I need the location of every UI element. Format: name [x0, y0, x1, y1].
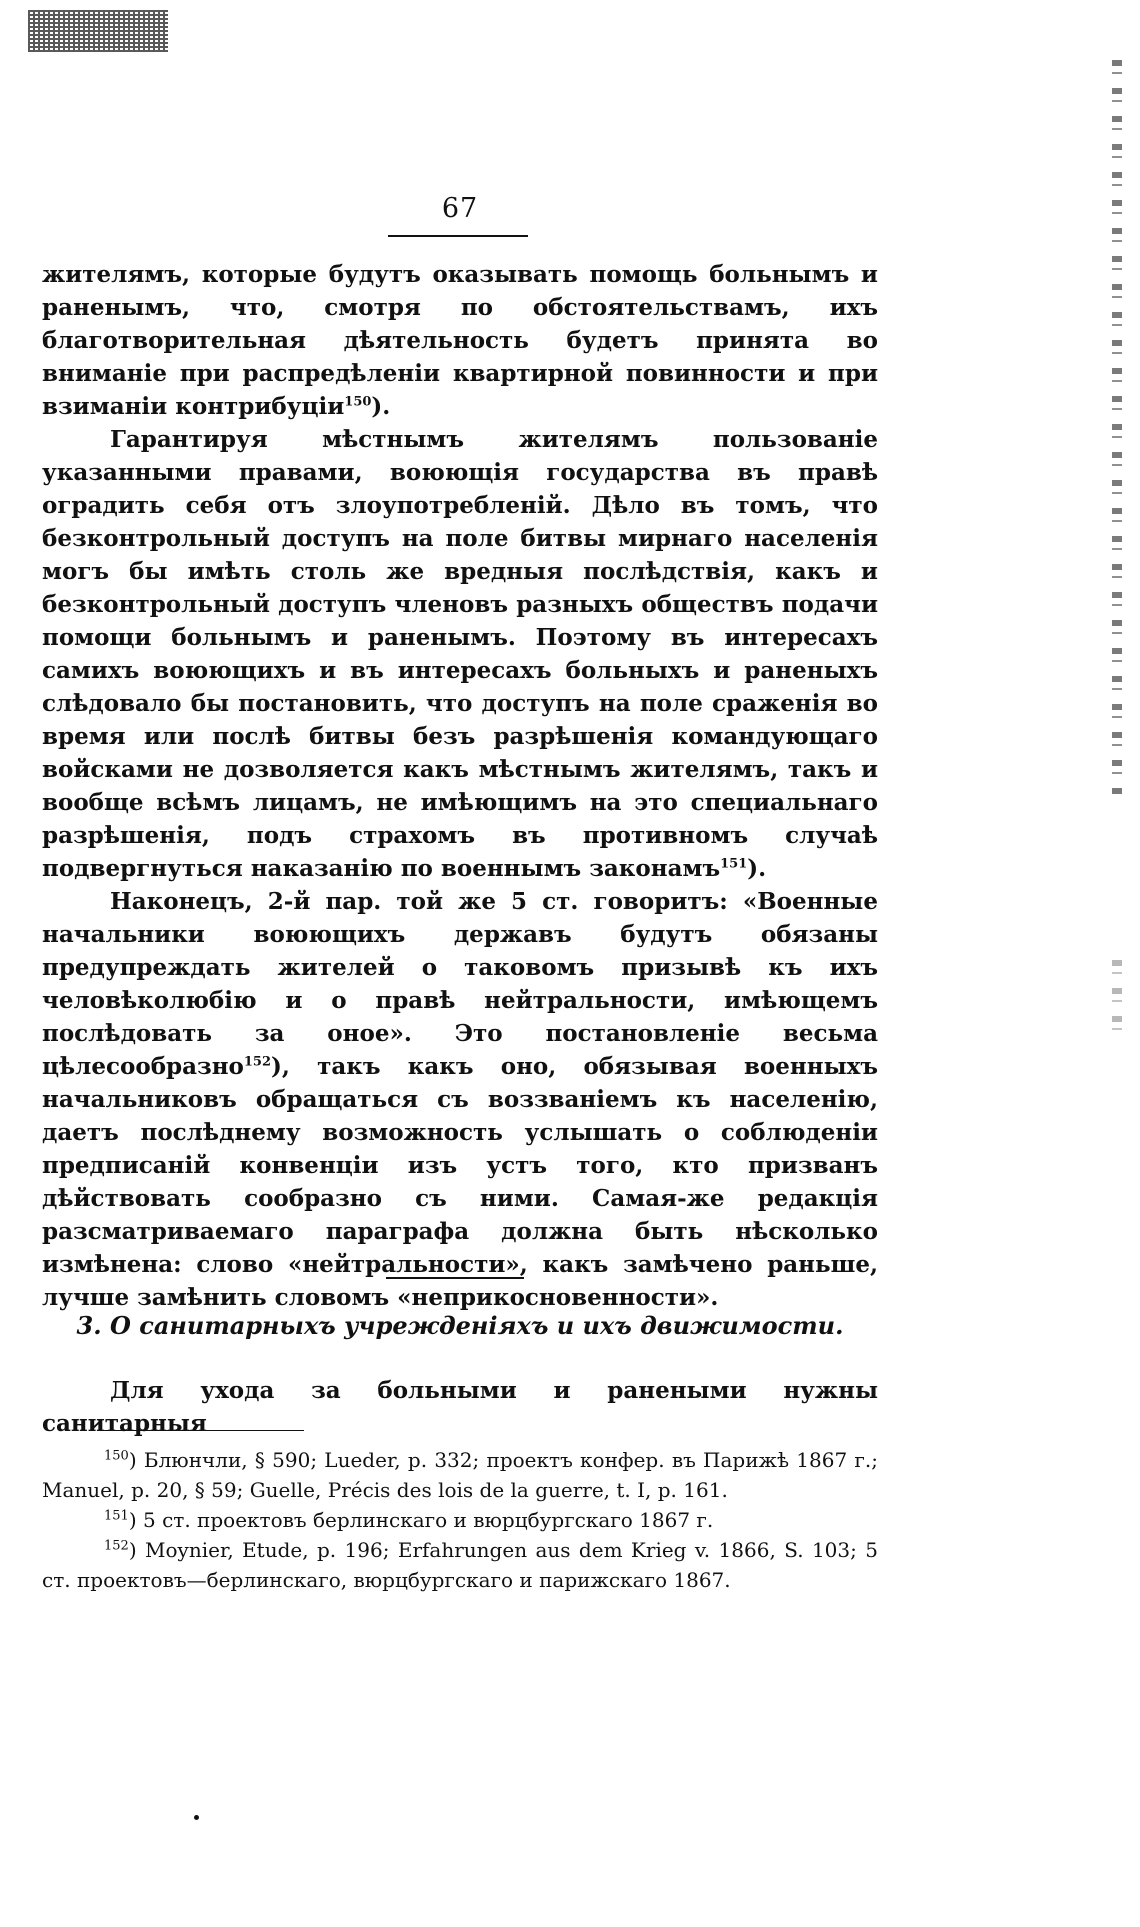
paragraph-3: Наконецъ, 2-й пар. той же 5 ст. говоритъ: «Военные начальники воюющихъ державъ будутъ обязаны предупреждать жителей о таковомъ призывѣ къ ихъ человѣколюбію и о правѣ нейтральности, имѣющемъ послѣдовать за оное». Это постановленіе весьма цѣлесообразно$^{152}$), такъ какъ оно, обязывая военныхъ начальниковъ обращаться съ воззваніемъ къ населенію, даетъ послѣднему возможность услышать о соблюденіи предписаній конвенціи изъ устъ того, кто призванъ дѣйствовать сообразно съ ними. Самая-же редакція разсматриваемаго параграфа должна быть нѣсколько измѣнена: слово «нейтральности», какъ замѣчено раньше, лучше замѣнить словомъ «неприкосновенности». — [42, 888, 878, 1311]
margin-scan-noise-lower — [1112, 960, 1122, 1040]
margin-scan-noise — [1112, 60, 1122, 800]
section-first-line: Для ухода за больными и ранеными нужны санитарныя — [42, 1377, 878, 1437]
paragraph-2: Гарантируя мѣстнымъ жителямъ пользованіе указанными правами, воюющія государства въ правѣ оградить себя отъ злоупотребленій. Дѣло въ томъ, что безконтрольный доступъ на поле битвы мирнаго населенія могъ бы имѣть столь же вредныя послѣдствія, какъ и безконтрольный доступъ членовъ разныхъ обществъ подачи помощи больнымъ и раненымъ. Поэтому въ интересахъ самихъ воюющихъ и въ интересахъ больныхъ и раненыхъ слѣдовало бы постановить, что доступъ на поле сраженія во время или послѣ битвы безъ разрѣшенія командующаго войсками не дозволяется какъ мѣстнымъ жителямъ, такъ и вообще всѣмъ лицамъ, не имѣющимъ на это специальнаго разрѣшенія, подъ страхомъ въ противномъ случаѣ подвергнуться наказанію по военнымъ законамъ$^{151}$). — [42, 426, 878, 882]
footnote-ref: 150 — [344, 394, 372, 410]
paragraph-1: жителямъ, которые будутъ оказывать помощь больнымъ и раненымъ, что, смотря по обстоятельствамъ, ихъ благотворительная дѣятельность будетъ принята во вниманіе при распредѣленіи квартирной повинности и при взиманіи контрибуціи$^{150}$). — [42, 261, 878, 420]
body-text — [42, 258, 878, 1314]
section-rule — [386, 1277, 524, 1279]
footnote-ref: 152 — [243, 1054, 272, 1070]
footnote-ref: 151 — [720, 856, 748, 872]
header-rule — [388, 235, 528, 237]
footnote-rule — [104, 1430, 304, 1431]
footnote-152: $^{152}$) Moynier, Etude, p. 196; Erfahrungen aus dem Krieg v. 1866, S. 103; 5 ст. проектовъ—берлинскаго, вюрцбургскаго и парижскаго 1867. — [42, 1538, 878, 1592]
scan-artifact — [28, 10, 168, 52]
footnote-150: $^{150}$) Блюнчли, § 590; Lueder, p. 332; проектъ конфер. въ Парижѣ 1867 г.; Manuel, p. 20, § 59; Guelle, Précis des lois de la guerre, t. I, p. 161. — [42, 1448, 878, 1502]
scan-dot — [194, 1815, 199, 1820]
page-number: 67 — [441, 193, 479, 224]
footnotes — [42, 1445, 878, 1595]
footnote-151: $^{151}$) 5 ст. проектовъ берлинскаго и вюрцбургскаго 1867 г. — [104, 1508, 714, 1532]
section-heading: 3. О санитарныхъ учрежденіяхъ и ихъ движимости. — [76, 1311, 844, 1340]
